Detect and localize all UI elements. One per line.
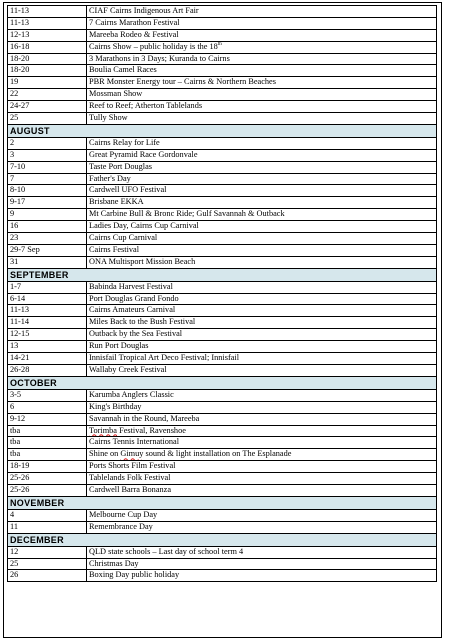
event-date: tba [8, 449, 87, 461]
event-name: Cairns Relay for Life [87, 137, 437, 149]
event-date: 11-13 [8, 6, 87, 18]
event-date: 31 [8, 256, 87, 268]
event-row [8, 293, 437, 305]
event-name: Outback by the Sea Festival [87, 329, 437, 341]
event-name: Tully Show [87, 113, 437, 125]
month-header: NOVEMBER [8, 496, 437, 509]
event-row [8, 473, 437, 485]
event-row [8, 570, 437, 582]
event-date: 6 [8, 401, 87, 413]
event-name: PBR Monster Energy tour – Cairns & Northern Beaches [87, 77, 437, 89]
event-name: Cairns Festival [87, 244, 437, 256]
event-date: 16-18 [8, 41, 87, 53]
month-header: SEPTEMBER [8, 268, 437, 281]
event-name: Miles Back to the Bush Festival [87, 317, 437, 329]
event-row [8, 161, 437, 173]
event-row [8, 341, 437, 353]
event-name: Brisbane EKKA [87, 197, 437, 209]
event-name: Boulia Camel Races [87, 65, 437, 77]
event-row [8, 113, 437, 125]
event-name: CIAF Cairns Indigenous Art Fair [87, 6, 437, 18]
event-name: Mareeba Rodeo & Festival [87, 29, 437, 41]
event-date: 9-12 [8, 413, 87, 425]
events-table [7, 5, 437, 582]
event-date: 26-28 [8, 364, 87, 376]
event-name: Cardwell Barra Bonanza [87, 484, 437, 496]
event-date: 18-20 [8, 65, 87, 77]
event-date: tba [8, 425, 87, 437]
event-date: 22 [8, 89, 87, 101]
event-row [8, 449, 437, 461]
event-date: 9-17 [8, 197, 87, 209]
event-name: Cairns Show – public holiday is the 18th [87, 41, 437, 53]
event-name: Reef to Reef; Atherton Tablelands [87, 101, 437, 113]
event-date: 24-27 [8, 101, 87, 113]
event-date: 14-21 [8, 353, 87, 365]
event-row [8, 521, 437, 533]
event-name: Remembrance Day [87, 521, 437, 533]
event-row [8, 353, 437, 365]
event-row [8, 425, 437, 437]
event-name: Cairns Amateurs Carnival [87, 305, 437, 317]
event-row [8, 65, 437, 77]
event-date: 8-10 [8, 185, 87, 197]
event-name: QLD state schools – Last day of school term 4 [87, 546, 437, 558]
event-date: 11 [8, 521, 87, 533]
event-date: 29-7 Sep [8, 244, 87, 256]
event-name: ONA Multisport Mission Beach [87, 256, 437, 268]
event-row [8, 101, 437, 113]
event-name: Port Douglas Grand Fondo [87, 293, 437, 305]
event-row [8, 413, 437, 425]
event-row [8, 401, 437, 413]
event-row [8, 29, 437, 41]
event-date: 11-13 [8, 305, 87, 317]
month-header-row [8, 496, 437, 509]
event-date: 7-10 [8, 161, 87, 173]
event-name: Taste Port Douglas [87, 161, 437, 173]
event-date: 7 [8, 173, 87, 185]
month-header-row [8, 124, 437, 137]
event-name: Savannah in the Round, Mareeba [87, 413, 437, 425]
event-name: Boxing Day public holiday [87, 570, 437, 582]
events-table-body [8, 6, 437, 582]
month-header-row [8, 376, 437, 389]
event-name: Tablelands Folk Festival [87, 473, 437, 485]
event-name: 7 Cairns Marathon Festival [87, 17, 437, 29]
event-date: 18-20 [8, 53, 87, 65]
event-name: Melbourne Cup Day [87, 509, 437, 521]
event-row [8, 6, 437, 18]
event-date: 11-13 [8, 17, 87, 29]
event-date: 16 [8, 221, 87, 233]
event-date: 23 [8, 233, 87, 245]
month-header: AUGUST [8, 124, 437, 137]
event-name: Father's Day [87, 173, 437, 185]
event-row [8, 389, 437, 401]
month-header-row [8, 268, 437, 281]
event-name: Ports Shorts Film Festival [87, 461, 437, 473]
event-row [8, 17, 437, 29]
event-date: 26 [8, 570, 87, 582]
event-date: 12 [8, 546, 87, 558]
event-name: Karumba Anglers Classic [87, 389, 437, 401]
event-row [8, 558, 437, 570]
event-row [8, 244, 437, 256]
event-row [8, 149, 437, 161]
event-row [8, 509, 437, 521]
event-date: 4 [8, 509, 87, 521]
event-row [8, 209, 437, 221]
event-date: 18-19 [8, 461, 87, 473]
event-date: 12-15 [8, 329, 87, 341]
event-row [8, 53, 437, 65]
events-table-container [7, 5, 437, 582]
event-row [8, 41, 437, 53]
event-row [8, 197, 437, 209]
event-row [8, 89, 437, 101]
event-name: Cairns Cup Carnival [87, 233, 437, 245]
event-row [8, 185, 437, 197]
event-name: Babinda Harvest Festival [87, 281, 437, 293]
event-row [8, 77, 437, 89]
event-date: 2 [8, 137, 87, 149]
event-date: 13 [8, 341, 87, 353]
event-row [8, 546, 437, 558]
month-header: DECEMBER [8, 533, 437, 546]
event-name: Mossman Show [87, 89, 437, 101]
event-date: tba [8, 437, 87, 449]
event-row [8, 317, 437, 329]
event-date: 25 [8, 558, 87, 570]
event-date: 25-26 [8, 473, 87, 485]
event-row [8, 221, 437, 233]
event-row [8, 461, 437, 473]
event-date: 6-14 [8, 293, 87, 305]
event-date: 3 [8, 149, 87, 161]
event-date: 3-5 [8, 389, 87, 401]
event-row [8, 437, 437, 449]
event-date: 11-14 [8, 317, 87, 329]
event-name: Ladies Day, Cairns Cup Carnival [87, 221, 437, 233]
event-row [8, 281, 437, 293]
event-date: 12-13 [8, 29, 87, 41]
event-date: 1-7 [8, 281, 87, 293]
event-date: 25-26 [8, 484, 87, 496]
event-name: Run Port Douglas [87, 341, 437, 353]
event-name: Innisfail Tropical Art Deco Festival; Innisfail [87, 353, 437, 365]
event-name: Cardwell UFO Festival [87, 185, 437, 197]
event-name: Shine on Gimuy sound & light installation on The Esplanade [87, 449, 437, 461]
event-date: 25 [8, 113, 87, 125]
event-row [8, 305, 437, 317]
event-row [8, 364, 437, 376]
event-name: Christmas Day [87, 558, 437, 570]
month-header: OCTOBER [8, 376, 437, 389]
month-header-row [8, 533, 437, 546]
event-name: Great Pyramid Race Gordonvale [87, 149, 437, 161]
event-name: Torimba Festival, Ravenshoe [87, 425, 437, 437]
event-name: 3 Marathons in 3 Days; Kuranda to Cairns [87, 53, 437, 65]
event-row [8, 256, 437, 268]
event-name: Wallaby Creek Festival [87, 364, 437, 376]
event-name: Mt Carbine Bull & Bronc Ride; Gulf Savannah & Outback [87, 209, 437, 221]
event-name: King's Birthday [87, 401, 437, 413]
event-row [8, 233, 437, 245]
event-row [8, 137, 437, 149]
event-row [8, 173, 437, 185]
event-date: 9 [8, 209, 87, 221]
event-row [8, 329, 437, 341]
event-name: Cairns Tennis International [87, 437, 437, 449]
event-row [8, 484, 437, 496]
event-date: 19 [8, 77, 87, 89]
